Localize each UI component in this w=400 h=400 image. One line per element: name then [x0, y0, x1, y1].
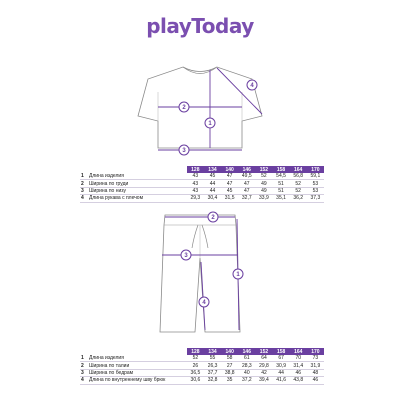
cell-value: 45 [204, 173, 221, 180]
cell-value: 30,6 [187, 377, 204, 384]
cell-value: 31,9 [307, 362, 324, 369]
cell-value: 35 [221, 377, 238, 384]
tshirt-size-header-row [80, 166, 324, 173]
cell-value: 27 [221, 362, 238, 369]
cell-value: 64 [255, 355, 272, 362]
cell-value: 47 [221, 173, 238, 180]
pants-marker-4 [199, 297, 209, 307]
cell-value: 39,4 [255, 377, 272, 384]
cell-value: 43 [187, 173, 204, 180]
row-label: Ширина по бедрам [89, 369, 187, 376]
table-row [80, 195, 324, 202]
size-header: 134 [204, 348, 221, 355]
tshirt-marker-3 [179, 145, 189, 155]
row-number: 2 [80, 362, 89, 369]
row-number: 3 [80, 369, 89, 376]
cell-value: 36,2 [290, 195, 307, 202]
tshirt-marker-1-label: 1 [208, 121, 212, 128]
tshirt-marker-4-label: 4 [250, 83, 254, 90]
size-header: 170 [307, 166, 324, 173]
cell-value: 44 [204, 180, 221, 187]
size-header: 164 [290, 166, 307, 173]
table-row [80, 355, 324, 362]
brand-logo: playToday [146, 14, 254, 38]
table-row [80, 369, 324, 376]
cell-value: 26 [187, 362, 204, 369]
pants-marker-3-label: 3 [184, 253, 188, 260]
row-label: Длина по внутреннему шву брюк [89, 377, 187, 384]
row-label: Длина изделия [89, 173, 187, 180]
pants-marker-3 [181, 250, 191, 260]
cell-value: 33,9 [255, 195, 272, 202]
row-number: 1 [80, 173, 89, 180]
cell-value: 30,4 [204, 195, 221, 202]
cell-value: 51 [272, 187, 289, 194]
row-number: 4 [80, 195, 89, 202]
row-number: 3 [80, 187, 89, 194]
size-header: 140 [221, 166, 238, 173]
cell-value: 73 [307, 355, 324, 362]
cell-value: 46 [290, 369, 307, 376]
tshirt-marker-3-label: 3 [182, 148, 186, 155]
row-label: Ширина по груди [89, 180, 187, 187]
cell-value: 67 [273, 355, 290, 362]
cell-value: 37,7 [204, 369, 221, 376]
cell-value: 38,8 [221, 369, 238, 376]
size-header: 158 [272, 166, 289, 173]
size-header: 134 [204, 166, 221, 173]
size-header: 164 [290, 348, 307, 355]
cell-value: 70 [290, 355, 307, 362]
size-header: 140 [221, 348, 238, 355]
cell-value: 29,8 [255, 362, 272, 369]
row-number: 2 [80, 180, 89, 187]
row-label: Длина рукава с плечом [89, 195, 187, 202]
cell-value: 52 [255, 173, 272, 180]
table-row [80, 362, 324, 369]
size-header: 158 [273, 348, 290, 355]
cell-value: 43 [187, 187, 204, 194]
cell-value: 52 [290, 187, 307, 194]
pants-marker-1 [233, 269, 243, 279]
cell-value: 42 [255, 369, 272, 376]
tshirt-size-table [80, 166, 324, 203]
row-number: 1 [80, 355, 89, 362]
cell-value: 45 [221, 187, 238, 194]
row-label: Ширина по низу [89, 187, 187, 194]
cell-value: 49 [255, 180, 272, 187]
tshirt-outline [138, 67, 262, 148]
size-header: 146 [238, 166, 255, 173]
pants-marker-1-label: 1 [236, 272, 240, 279]
cell-value: 26,3 [204, 362, 221, 369]
size-header: 170 [307, 348, 324, 355]
cell-value: 44 [273, 369, 290, 376]
cell-value: 47 [238, 180, 255, 187]
cell-value: 47 [221, 180, 238, 187]
cell-value: 44 [204, 187, 221, 194]
row-label: Ширина по талии [89, 362, 187, 369]
cell-value: 35,1 [272, 195, 289, 202]
cell-value: 29,3 [187, 195, 204, 202]
cell-value: 51 [272, 180, 289, 187]
size-header: 152 [255, 348, 272, 355]
cell-value: 53 [307, 187, 324, 194]
cell-value: 54,5 [272, 173, 289, 180]
pants-marker-2 [208, 212, 218, 222]
cell-value: 59,1 [307, 173, 324, 180]
size-header: 146 [238, 348, 255, 355]
table-row [80, 377, 324, 384]
cell-value: 61 [238, 355, 255, 362]
cell-value: 36,5 [187, 369, 204, 376]
cell-value: 28,3 [238, 362, 255, 369]
cell-value: 37,2 [238, 377, 255, 384]
cell-value: 30,9 [273, 362, 290, 369]
cell-value: 31,4 [290, 362, 307, 369]
row-number: 4 [80, 377, 89, 384]
tshirt-marker-2-label: 2 [182, 105, 186, 112]
cell-value: 49,5 [238, 173, 255, 180]
pants-size-header-row [80, 348, 324, 355]
cell-value: 46 [307, 377, 324, 384]
pants-marker-2-label: 2 [211, 215, 215, 222]
tshirt-marker-4 [247, 80, 257, 90]
cell-value: 56,8 [290, 173, 307, 180]
cell-value: 52 [290, 180, 307, 187]
cell-value: 32,8 [204, 377, 221, 384]
cell-value: 43 [187, 180, 204, 187]
cell-value: 37,3 [307, 195, 324, 202]
cell-value: 48 [307, 369, 324, 376]
tshirt-marker-1 [205, 118, 215, 128]
row-label: Длина изделия [89, 355, 187, 362]
cell-value: 58 [221, 355, 238, 362]
cell-value: 47 [238, 187, 255, 194]
pants-size-table [80, 348, 324, 385]
cell-value: 55 [204, 355, 221, 362]
cell-value: 53 [307, 180, 324, 187]
cell-value: 49 [255, 187, 272, 194]
cell-value: 31,5 [221, 195, 238, 202]
size-header: 128 [187, 166, 204, 173]
cell-value: 40 [238, 369, 255, 376]
cell-value: 41,6 [273, 377, 290, 384]
table-row [80, 173, 324, 180]
table-row [80, 180, 324, 187]
cell-value: 32,7 [238, 195, 255, 202]
cell-value: 43,8 [290, 377, 307, 384]
cell-value: 52 [187, 355, 204, 362]
table-row [80, 187, 324, 194]
size-header: 128 [187, 348, 204, 355]
size-header: 152 [255, 166, 272, 173]
tshirt-marker-2 [179, 102, 189, 112]
pants-marker-4-label: 4 [202, 300, 206, 307]
